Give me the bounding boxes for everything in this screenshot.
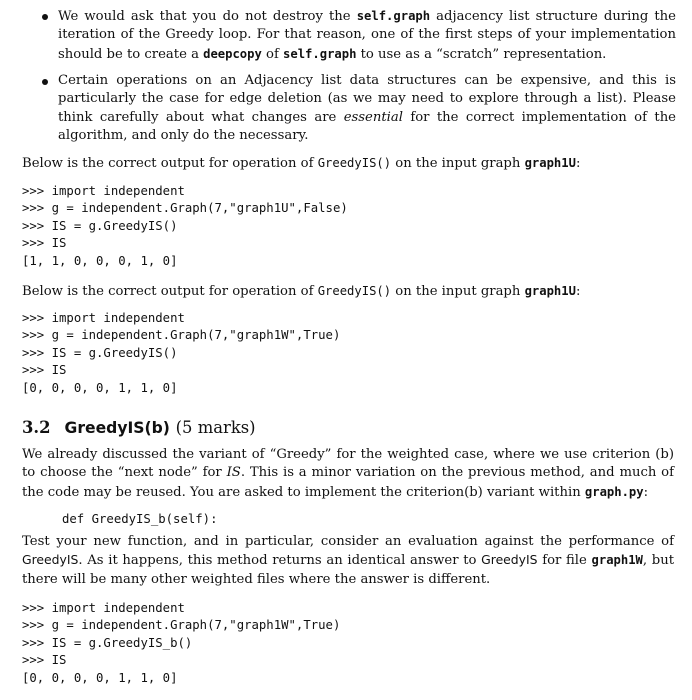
inline-code: deepcopy	[203, 46, 262, 61]
section-marks: (5 marks)	[175, 418, 256, 437]
code-block-1	[22, 183, 348, 270]
para-text: on the input graph	[391, 284, 525, 299]
method-name: GreedyIS	[481, 552, 538, 568]
para-text: :	[575, 284, 581, 299]
code-line: >>> IS	[22, 653, 67, 668]
para-text: :	[575, 156, 581, 171]
para-text: on the input graph	[391, 156, 525, 171]
section-heading	[22, 418, 256, 438]
para-text: Below is the correct output for operation of	[22, 284, 318, 299]
code-line: >>> g = independent.Graph(7,"graph1U",False)	[22, 201, 348, 216]
bullet-dot	[42, 14, 48, 20]
para-text: for file	[537, 553, 592, 569]
bullet-text: Certain operations on an Adjacency list data structures can be expensive, and this is particularly the case for edge deletion (as we may need to explore through a list). Please think carefully about what changes are	[58, 73, 676, 125]
code-block-2	[22, 310, 340, 397]
code-line: >>> import independent	[22, 601, 185, 615]
bullet-text: to use as a “scratch” representation.	[356, 46, 607, 62]
test-description	[22, 533, 674, 589]
code-block-3	[22, 600, 340, 687]
emphasis-text: IS	[226, 465, 241, 481]
para-text: , but there will be many other weighted files where the answer is different.	[22, 553, 674, 587]
code-line: [0, 0, 0, 0, 1, 1, 0]	[22, 380, 178, 395]
code-line: [1, 1, 0, 0, 0, 1, 0]	[22, 253, 178, 268]
bullet-item-deepcopy	[58, 7, 676, 64]
output-intro-2	[22, 282, 674, 301]
inline-code: self.graph	[283, 46, 357, 61]
para-text: We already discussed the variant of “Greedy” for the weighted case, where we use criterion (b) to choose the “next node” for	[22, 447, 674, 481]
inline-code: graph1U	[524, 284, 576, 298]
code-line: >>> import independent	[22, 184, 185, 198]
inline-code: self.graph	[356, 9, 431, 23]
code-line: >>> g = independent.Graph(7,"graph1W",True)	[22, 618, 341, 633]
bullet-text: for the correct implementation of the algorithm, and only do the necessary.	[58, 109, 676, 144]
inline-code: GreedyIS()	[317, 284, 392, 298]
code-line: >>> IS = g.GreedyIS_b()	[22, 635, 193, 650]
code-line: >>> IS	[22, 236, 67, 251]
section-name: GreedyIS(b)	[64, 419, 170, 437]
para-text: Test your new function, and in particular, consider an evaluation against the performance of	[22, 534, 674, 549]
para-text: :	[643, 484, 649, 500]
emphasis-text: essential	[343, 109, 403, 125]
output-intro-1	[22, 154, 674, 173]
function-signature: def GreedyIS_b(self):	[62, 512, 218, 526]
inline-code: graph1W	[591, 553, 643, 568]
inline-code: graph1U	[524, 156, 576, 170]
inline-code: graph.py	[584, 484, 644, 499]
code-line: >>> import independent	[22, 311, 185, 325]
section-description	[22, 446, 674, 502]
bullet-text: adjacency list structure during the iteration of the Greedy loop. For that reason, one of the first steps of your implementation should be to create a	[58, 9, 676, 62]
code-line: >>> IS	[22, 363, 67, 378]
code-line: >>> IS = g.GreedyIS()	[22, 218, 178, 233]
bullet-dot	[42, 79, 48, 85]
code-line: >>> IS = g.GreedyIS()	[22, 345, 178, 360]
inline-code: GreedyIS()	[317, 156, 392, 170]
para-text: . As it happens, this method returns an identical answer to	[78, 553, 482, 569]
bullet-item-adjacency	[58, 72, 676, 146]
para-text: . This is a minor variation on the previous method, and much of the code may be reused. You are asked to implement the criterion(b) variant within	[22, 465, 674, 500]
method-name: GreedyIS	[22, 552, 79, 568]
bullet-text: of	[261, 46, 284, 62]
code-line: [0, 0, 0, 0, 1, 1, 0]	[22, 670, 178, 685]
code-line: >>> g = independent.Graph(7,"graph1W",True)	[22, 328, 341, 343]
section-number: 3.2	[22, 418, 51, 437]
para-text: Below is the correct output for operation of	[22, 156, 318, 171]
bullet-text: We would ask that you do not destroy the	[58, 9, 357, 24]
